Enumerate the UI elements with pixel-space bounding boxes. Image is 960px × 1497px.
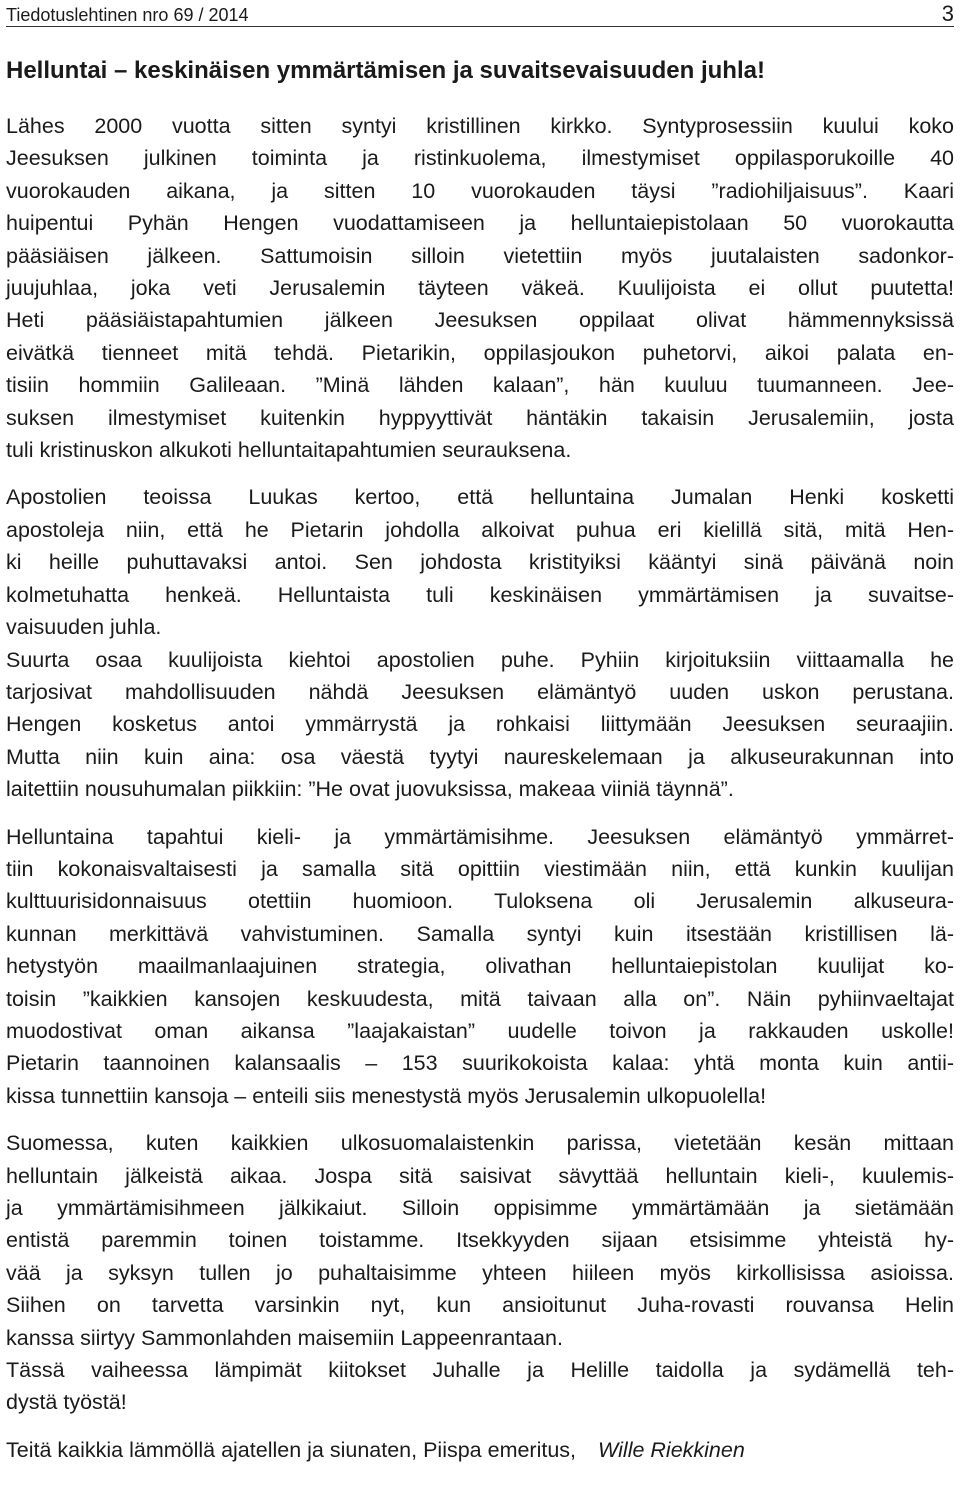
text-line: vuorokauden aikana, ja sitten 10 vuorokauden täysi ”radiohiljaisuus”. Kaari: [6, 178, 954, 203]
text-line: Tässä vaiheessa lämpimät kiitokset Juhalle ja Helille taidolla ja sydämellä teh-: [6, 1358, 954, 1383]
text-line: helluntain jälkeistä aikaa. Jospa sitä saisivat sävyttää helluntain kieli-, kuulemis-: [6, 1163, 954, 1188]
text-line: dystä työstä!: [6, 1390, 127, 1415]
text-line: kissa tunnettiin kansoja – enteili siis menestystä myös Jerusalemin ulkopuolella!: [6, 1083, 767, 1108]
text-line: tarjosivat mahdollisuuden nähdä Jeesuksen elämäntyö uuden uskon perustana.: [6, 679, 954, 704]
text-line: entistä paremmin toinen toistamme. Itsekkyyden sijaan etsisimme yhteistä hy-: [6, 1228, 954, 1253]
author-name: Wille Riekkinen: [598, 1437, 745, 1462]
text-line: Mutta niin kuin aina: osa väestä tyytyi naureskelemaan ja alkuseurakunnan into: [6, 744, 954, 769]
text-line: tisiin hommiin Galileaan. ”Minä lähden kalaan”, hän kuuluu tuumanneen. Jee-: [6, 373, 954, 398]
signoff-text: Teitä kaikkia lämmöllä ajatellen ja siunaten, Piispa emeritus,: [6, 1437, 577, 1462]
text-line: hetystyön maailmanlaajuinen strategia, olivathan helluntaiepistolan kuulijat ko-: [6, 954, 954, 979]
text-line: suksen ilmestymiset kuitenkin hyppyyttivät häntäkin takaisin Jerusalemiin, josta: [6, 405, 954, 430]
article-body: [6, 110, 954, 1466]
text-line: Hengen kosketus antoi ymmärrystä ja rohkaisi liittymään Jeesuksen seuraajiin.: [6, 712, 954, 737]
text-line: kolmetuhatta henkeä. Helluntaista tuli keskinäisen ymmärtämisen ja suvaitse-: [6, 582, 954, 607]
text-line: Heti pääsiäistapahtumien jälkeen Jeesuksen oppilaat olivat hämmennyksissä: [6, 308, 954, 333]
text-line: Siihen on tarvetta varsinkin nyt, kun ansioitunut Juha-rovasti rouvansa Helin: [6, 1293, 954, 1318]
text-line: tuli kristinuskon alkukoti helluntaitapahtumien seurauksena.: [6, 438, 572, 463]
paragraph: [6, 481, 954, 805]
text-line: huipentui Pyhän Hengen vuodattamiseen ja helluntaiepistolaan 50 vuorokautta: [6, 211, 954, 236]
text-line: ki heille puhuttavaksi antoi. Sen johdosta kristityiksi kääntyi sinä päivänä noin: [6, 550, 954, 575]
text-line: pääsiäisen jälkeen. Sattumoisin silloin vietettiin myös juutalaisten sadonkor-: [6, 243, 954, 268]
text-line: eivätkä tienneet mitä tehdä. Pietarikin, oppilasjoukon puhetorvi, aikoi palata en-: [6, 340, 954, 365]
text-line: vää ja syksyn tullen jo puhaltaisimme yhteen hiileen myös kirkollisissa asioissa.: [6, 1260, 954, 1285]
text-line: juujuhlaa, joka veti Jerusalemin täyteen väkeä. Kuulijoista ei ollut puutetta!: [6, 276, 954, 301]
page-number: 3: [941, 1, 954, 26]
paragraph: [6, 821, 954, 1113]
text-line: Suurta osaa kuulijoista kiehtoi apostolien puhe. Pyhiin kirjoituksiin viittaamalla he: [6, 647, 954, 672]
text-line: toisin ”kaikkien kansojen keskuudesta, mitä taivaan alla on”. Näin pyhiinvaeltajat: [6, 986, 954, 1011]
text-line: kulttuurisidonnaisuus otettiin huomioon. Tuloksena oli Jerusalemin alkuseura-: [6, 889, 954, 914]
text-line: Lähes 2000 vuotta sitten syntyi kristillinen kirkko. Syntyprosessiin kuului koko: [6, 114, 954, 138]
signoff: [6, 1434, 954, 1466]
text-line: laitettiin nousuhumalan piikkiin: ”He ovat juovuksissa, makeaa viiniä täynnä”.: [6, 777, 734, 802]
article-title: Helluntai – keskinäisen ymmärtämisen ja suvaitsevaisuuden juhla!: [6, 57, 765, 84]
page-header: [6, 1, 954, 27]
text-line: ja ymmärtämisihmeen jälkikaiut. Silloin oppisimme ymmärtämään ja sietämään: [6, 1196, 954, 1220]
text-line: Jeesuksen julkinen toiminta ja ristinkuolema, ilmestymiset oppilasporukoille 40: [6, 146, 954, 171]
text-line: Apostolien teoissa Luukas kertoo, että helluntaina Jumalan Henki kosketti: [6, 485, 954, 510]
text-line: kanssa siirtyy Sammonlahden maisemiin Lappeenrantaan.: [6, 1325, 563, 1350]
text-line: muodostivat oman aikansa ”laajakaistan” uudelle toivon ja rakkauden uskolle!: [6, 1018, 954, 1043]
text-line: vaisuuden juhla.: [6, 615, 162, 640]
text-line: Helluntaina tapahtui kieli- ja ymmärtämisihme. Jeesuksen elämäntyö ymmärret-: [6, 824, 954, 849]
text-line: Pietarin taannoinen kalansaalis – 153 suurikokoista kalaa: yhtä monta kuin antii-: [6, 1051, 954, 1076]
publication-info: Tiedotuslehtinen nro 69 / 2014: [6, 5, 249, 25]
paragraph: [6, 1127, 954, 1419]
paragraph: [6, 110, 954, 466]
text-line: kunnan merkittävä vahvistuminen. Samalla syntyi kuin itsestään kristillisen lä-: [6, 921, 954, 946]
text-line: tiin kokonaisvaltaisesti ja samalla sitä opittiin viestimään niin, että kunkin kuulijan: [6, 856, 954, 881]
text-line: Suomessa, kuten kaikkien ulkosuomalaistenkin parissa, vietetään kesän mittaan: [6, 1131, 954, 1156]
text-line: apostoleja niin, että he Pietarin johdolla alkoivat puhua eri kielillä sitä, mitä Hen-: [6, 517, 954, 542]
